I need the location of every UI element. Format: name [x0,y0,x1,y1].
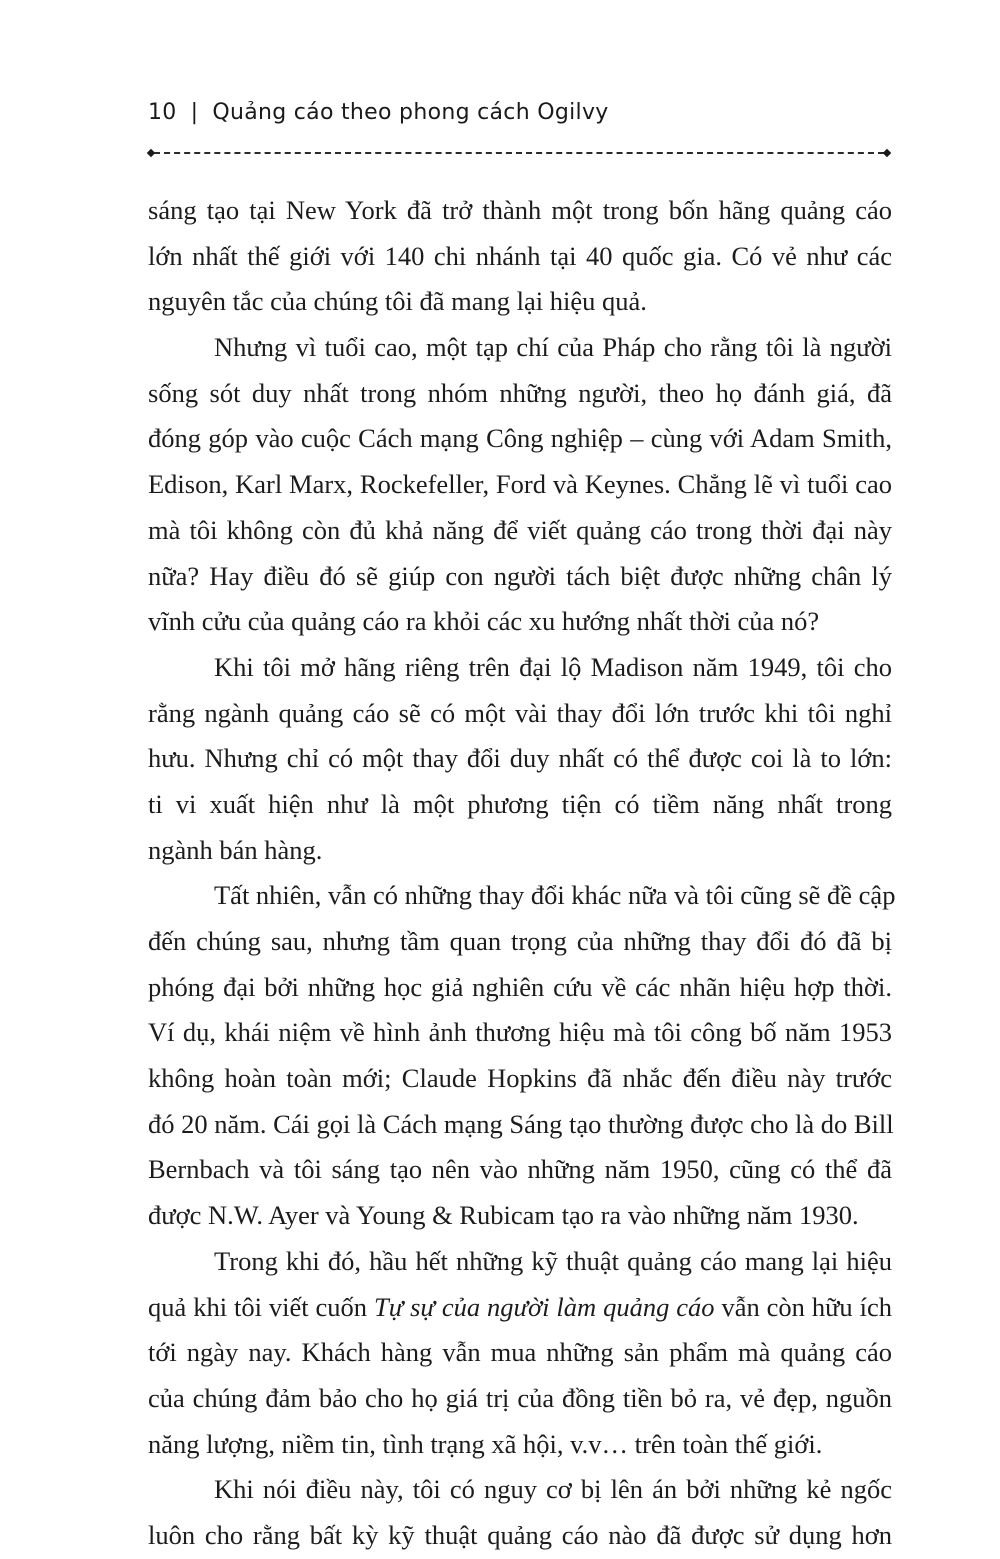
text-line: luôn cho rằng bất kỳ kỹ thuật quảng cáo nào đã được sử dụng hơn [148,1519,892,1550]
text-line: đóng góp vào cuộc Cách mạng Công nghiệp – cùng với Adam Smith, [148,423,892,454]
text-line: phóng đại bởi những học giả nghiên cứu về các nhãn hiệu hợp thời. [148,971,892,1002]
body-text [148,188,896,1559]
text-line: Nhưng vì tuổi cao, một tạp chí của Pháp cho rằng tôi là người [214,332,892,363]
text-line: nguyên tắc của chúng tôi đã mang lại hiệu quả. [148,286,647,317]
text-line: được N.W. Ayer và Young & Rubicam tạo ra vào những năm 1930. [148,1200,859,1231]
text-line: Tất nhiên, vẫn có những thay đổi khác nữa và tôi cũng sẽ đề cập [214,880,896,911]
text-line: Khi tôi mở hãng riêng trên đại lộ Madison năm 1949, tôi cho [214,651,892,682]
text-line: năng lượng, niềm tin, tình trạng xã hội, v.v… trên toàn thế giới. [148,1428,823,1459]
text-line: của chúng đảm bảo cho họ giá trị của đồng tiền bỏ ra, vẻ đẹp, nguồn [148,1382,892,1413]
text-line: Edison, Karl Marx, Rockefeller, Ford và Keynes. Chẳng lẽ vì tuổi cao [148,469,892,500]
running-title: Quảng cáo theo phong cách Ogilvy [212,100,609,125]
text-fragment: quả khi tôi viết cuốn [148,1291,374,1322]
text-line: lớn nhất thế giới với 140 chi nhánh tại 40 quốc gia. Có vẻ như các [148,240,892,271]
header-dashed-rule [148,148,890,158]
page-number: 10 [148,100,177,125]
text-line: không hoàn toàn mới; Claude Hopkins đã nhắc đến điều này trước [148,1063,892,1094]
text-line: Bernbach và tôi sáng tạo nên vào những năm 1950, cũng có thể đã [148,1154,892,1185]
text-line: đến chúng sau, nhưng tầm quan trọng của những thay đổi đó đã bị [148,926,892,956]
text-line: sáng tạo tại New York đã trở thành một trong bốn hãng quảng cáo [148,195,892,225]
text-line: Khi nói điều này, tôi có nguy cơ bị lên án bởi những kẻ ngốc [214,1474,892,1505]
running-header [148,100,609,125]
text-line: tới ngày nay. Khách hàng vẫn mua những sản phẩm mà quảng cáo [148,1337,892,1368]
text-fragment: vẫn còn hữu ích [714,1291,892,1322]
text-line: sống sót duy nhất trong nhóm những người, theo họ đánh giá, đã [148,377,892,408]
header-separator: | [190,100,199,125]
text-line: Ví dụ, khái niệm về hình ảnh thương hiệu mà tôi công bố năm 1953 [148,1017,892,1048]
text-line: mà tôi không còn đủ khả năng để viết quảng cáo trong thời đại này [148,514,892,545]
text-line: ngành bán hàng. [148,834,323,865]
text-line: đó 20 năm. Cái gọi là Cách mạng Sáng tạo thường được cho là do Bill [148,1108,894,1139]
rule-right-ornament [883,149,891,157]
text-line-with-book-title [148,1285,892,1331]
text-line: Trong khi đó, hầu hết những kỹ thuật quảng cáo mang lại hiệu [214,1245,892,1276]
text-line: hưu. Nhưng chỉ có một thay đổi duy nhất có thể được coi là to lớn: [148,743,892,774]
text-line: rằng ngành quảng cáo sẽ có một vài thay đổi lớn trước khi tôi nghỉ [148,697,892,728]
rule-dash-line [154,152,884,154]
text-line: ti vi xuất hiện như là một phương tiện có tiềm năng nhất trong [148,788,892,819]
text-line: vĩnh cửu của quảng cáo ra khỏi các xu hướng nhất thời của nó? [148,606,820,637]
book-title: Tự sự của người làm quảng cáo [374,1291,715,1322]
text-line: nữa? Hay điều đó sẽ giúp con người tách biệt được những chân lý [148,560,892,591]
